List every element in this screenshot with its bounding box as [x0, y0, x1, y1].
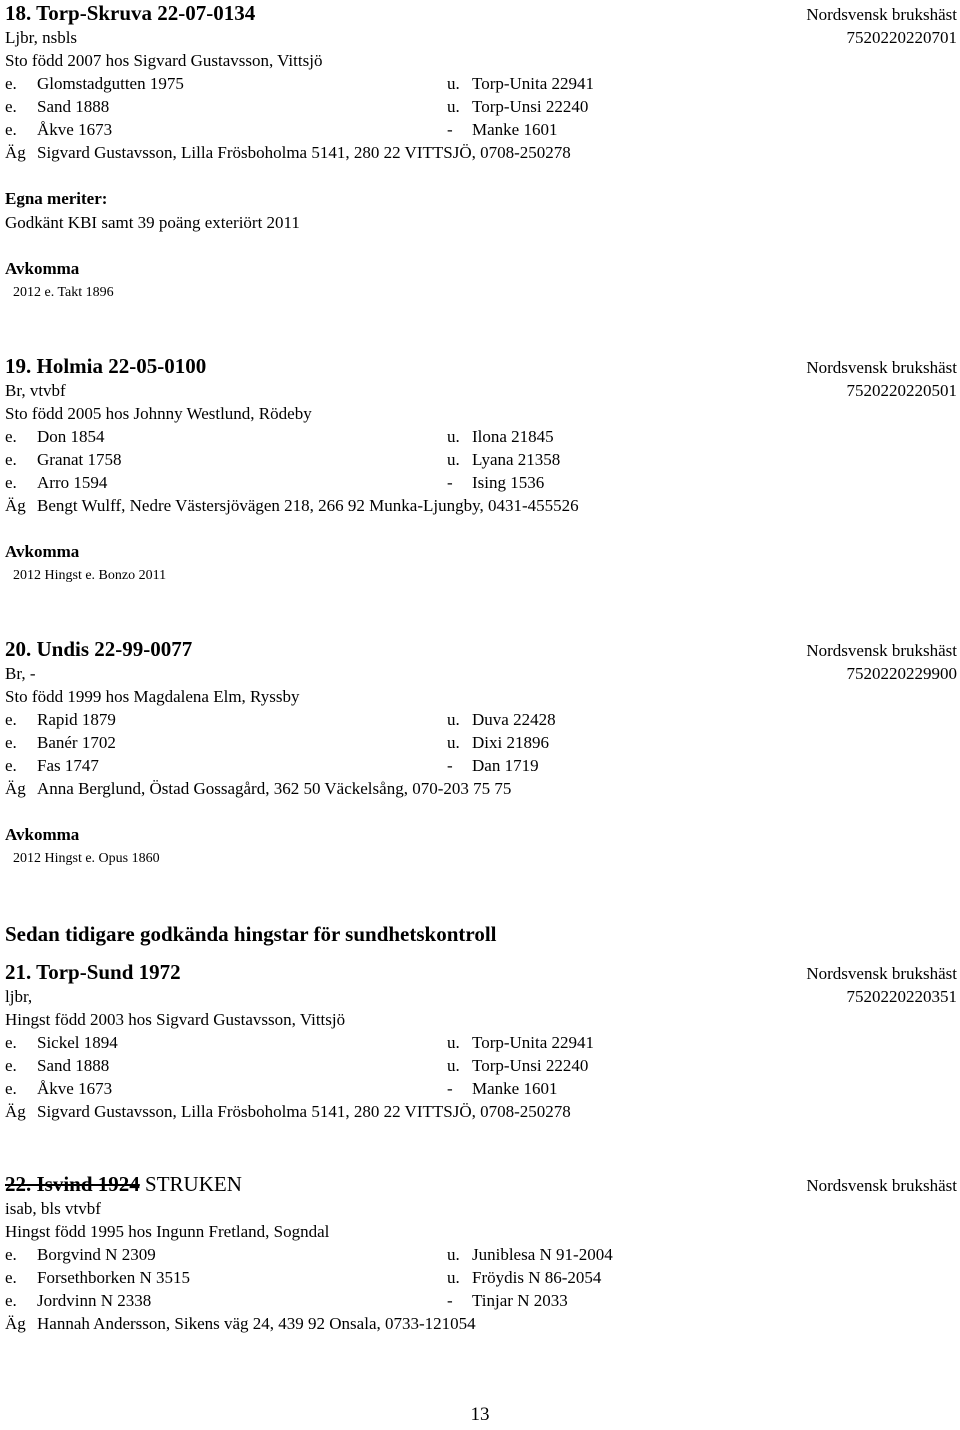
owner-text: Bengt Wulff, Nedre Västersjövägen 218, 266 92 Munka-Ljungby, 0431-455526 — [37, 496, 579, 515]
pedigree-dam: Manke 1601 — [472, 120, 558, 139]
offspring-text: 2012 e. Takt 1896 — [13, 285, 114, 300]
entry-title-struck: 22. Isvind 1924 — [5, 1172, 140, 1196]
entry-born: Sto född 1999 hos Magdalena Elm, Ryssby — [5, 687, 300, 706]
horse-entry-19 — [5, 353, 957, 636]
pedigree-row — [5, 425, 957, 448]
pedigree-prefix: e. — [5, 74, 17, 93]
horse-entry-18 — [5, 0, 957, 353]
merits-text: Godkänt KBI samt 39 poäng exteriört 2011 — [5, 213, 300, 232]
pedigree-prefix: e. — [5, 1033, 17, 1052]
pedigree-mid-prefix: u. — [447, 710, 460, 729]
entry-regno: 7520220229900 — [846, 664, 957, 683]
owner-row — [5, 1100, 957, 1123]
owner-row — [5, 777, 957, 800]
pedigree-row — [5, 1266, 957, 1289]
entry-born: Sto född 2005 hos Johnny Westlund, Rödeby — [5, 404, 312, 423]
pedigree-sire: Don 1854 — [37, 427, 105, 446]
entry-born: Hingst född 2003 hos Sigvard Gustavsson, Vittsjö — [5, 1010, 346, 1029]
entry-title: 21. Torp-Sund 1972 — [5, 960, 181, 984]
catalogue-page — [5, 0, 957, 1335]
pedigree-prefix: e. — [5, 1245, 17, 1264]
pedigree-row — [5, 708, 957, 731]
pedigree-sire: Arro 1594 — [37, 473, 108, 492]
pedigree-sire: Åkve 1673 — [37, 120, 113, 139]
entry-breed: Nordsvensk brukshäst — [806, 1176, 957, 1195]
pedigree-prefix: e. — [5, 1079, 17, 1098]
entry-status: STRUKEN — [139, 1172, 242, 1196]
entry-color: Br, vtvbf — [5, 381, 66, 400]
entry-color: isab, bls vtvbf — [5, 1199, 101, 1218]
entry-breed: Nordsvensk brukshäst — [806, 641, 957, 660]
pedigree-dam: Torp-Unita 22941 — [472, 74, 595, 93]
entry-title: 18. Torp-Skruva 22-07-0134 — [5, 1, 256, 25]
offspring-label: Avkomma — [5, 259, 80, 278]
pedigree-dam: Torp-Unita 22941 — [472, 1033, 595, 1052]
owner-row — [5, 141, 957, 164]
pedigree-row — [5, 118, 957, 141]
pedigree-dam: Tinjar N 2033 — [472, 1291, 568, 1310]
pedigree-sire: Forsethborken N 3515 — [37, 1268, 190, 1287]
pedigree-prefix: e. — [5, 97, 17, 116]
pedigree-row — [5, 448, 957, 471]
pedigree-mid-prefix: u. — [447, 1033, 460, 1052]
pedigree-mid-prefix: u. — [447, 427, 460, 446]
pedigree-row — [5, 1077, 957, 1100]
pedigree-dam: Fröydis N 86-2054 — [472, 1268, 602, 1287]
pedigree-mid-prefix: u. — [447, 74, 460, 93]
owner-prefix: Äg — [5, 496, 26, 515]
pedigree-dam: Dixi 21896 — [472, 733, 549, 752]
pedigree-prefix: e. — [5, 120, 17, 139]
pedigree-dam: Torp-Unsi 22240 — [472, 97, 589, 116]
page-number: 13 — [470, 1404, 490, 1425]
pedigree-mid-prefix: u. — [447, 450, 460, 469]
pedigree-mid-prefix: u. — [447, 1056, 460, 1075]
entry-color-row — [5, 985, 957, 1008]
pedigree-mid-prefix: - — [447, 1079, 453, 1098]
pedigree-sire: Borgvind N 2309 — [37, 1245, 156, 1264]
pedigree-prefix: e. — [5, 710, 17, 729]
entry-regno: 7520220220501 — [846, 381, 957, 400]
owner-row — [5, 494, 957, 517]
entry-color-row — [5, 662, 957, 685]
entry-color: Br, - — [5, 664, 36, 683]
pedigree-dam: Torp-Unsi 22240 — [472, 1056, 589, 1075]
pedigree-sire: Rapid 1879 — [37, 710, 116, 729]
pedigree-dam: Manke 1601 — [472, 1079, 558, 1098]
entry-title-row — [5, 0, 957, 26]
horse-entry-21 — [5, 959, 957, 1171]
entry-born: Hingst född 1995 hos Ingunn Fretland, Sogndal — [5, 1222, 330, 1241]
pedigree-dam: Juniblesa N 91-2004 — [472, 1245, 613, 1264]
entry-title-row — [5, 959, 957, 985]
entry-title-row — [5, 1171, 957, 1197]
pedigree-row — [5, 72, 957, 95]
entry-title-row — [5, 636, 957, 662]
pedigree-prefix: e. — [5, 733, 17, 752]
pedigree-prefix: e. — [5, 1268, 17, 1287]
entry-regno: 7520220220351 — [846, 987, 957, 1006]
pedigree-prefix: e. — [5, 1291, 17, 1310]
pedigree-row — [5, 731, 957, 754]
pedigree-sire: Jordvinn N 2338 — [37, 1291, 152, 1310]
entry-color-row — [5, 26, 957, 49]
owner-prefix: Äg — [5, 779, 26, 798]
entry-title — [5, 1171, 242, 1197]
pedigree-sire: Sand 1888 — [37, 97, 110, 116]
pedigree-row — [5, 1031, 957, 1054]
pedigree-row — [5, 1054, 957, 1077]
entry-breed: Nordsvensk brukshäst — [806, 358, 957, 377]
offspring-label: Avkomma — [5, 825, 80, 844]
pedigree-row — [5, 471, 957, 494]
pedigree-prefix: e. — [5, 427, 17, 446]
entry-title: 19. Holmia 22-05-0100 — [5, 354, 207, 378]
owner-text: Hannah Andersson, Sikens väg 24, 439 92 Onsala, 0733-121054 — [37, 1314, 476, 1333]
owner-text: Sigvard Gustavsson, Lilla Frösboholma 5141, 280 22 VITTSJÖ, 0708-250278 — [37, 1102, 571, 1121]
pedigree-sire: Banér 1702 — [37, 733, 116, 752]
pedigree-row — [5, 95, 957, 118]
pedigree-mid-prefix: - — [447, 1291, 453, 1310]
section-heading: Sedan tidigare godkända hingstar för sundhetskontroll — [5, 922, 497, 946]
pedigree-prefix: e. — [5, 450, 17, 469]
entry-breed: Nordsvensk brukshäst — [806, 964, 957, 983]
merits-label: Egna meriter: — [5, 189, 108, 208]
pedigree-dam: Ilona 21845 — [472, 427, 554, 446]
horse-entry-22 — [5, 1171, 957, 1335]
owner-prefix: Äg — [5, 1102, 26, 1121]
entry-breed: Nordsvensk brukshäst — [806, 5, 957, 24]
pedigree-mid-prefix: u. — [447, 1245, 460, 1264]
pedigree-sire: Granat 1758 — [37, 450, 122, 469]
owner-text: Sigvard Gustavsson, Lilla Frösboholma 5141, 280 22 VITTSJÖ, 0708-250278 — [37, 143, 571, 162]
entry-regno: 7520220220701 — [846, 28, 957, 47]
entry-title-row — [5, 353, 957, 379]
pedigree-prefix: e. — [5, 473, 17, 492]
pedigree-sire: Åkve 1673 — [37, 1079, 113, 1098]
pedigree-dam: Lyana 21358 — [472, 450, 561, 469]
owner-prefix: Äg — [5, 1314, 26, 1333]
pedigree-prefix: e. — [5, 1056, 17, 1075]
pedigree-mid-prefix: - — [447, 120, 453, 139]
pedigree-dam: Duva 22428 — [472, 710, 556, 729]
pedigree-dam: Dan 1719 — [472, 756, 539, 775]
pedigree-mid-prefix: u. — [447, 1268, 460, 1287]
pedigree-dam: Ising 1536 — [472, 473, 545, 492]
entry-color: Ljbr, nsbls — [5, 28, 78, 47]
pedigree-sire: Glomstadgutten 1975 — [37, 74, 184, 93]
pedigree-sire: Sand 1888 — [37, 1056, 110, 1075]
pedigree-sire: Sickel 1894 — [37, 1033, 118, 1052]
owner-text: Anna Berglund, Östad Gossagård, 362 50 Väckelsång, 070-203 75 75 — [37, 779, 512, 798]
entry-color: ljbr, — [5, 987, 33, 1006]
pedigree-row — [5, 1243, 957, 1266]
entry-born: Sto född 2007 hos Sigvard Gustavsson, Vittsjö — [5, 51, 323, 70]
pedigree-row — [5, 754, 957, 777]
pedigree-mid-prefix: - — [447, 473, 453, 492]
offspring-text: 2012 Hingst e. Bonzo 2011 — [13, 568, 167, 583]
horse-entry-20 — [5, 636, 957, 919]
pedigree-prefix: e. — [5, 756, 17, 775]
pedigree-mid-prefix: u. — [447, 97, 460, 116]
pedigree-row — [5, 1289, 957, 1312]
offspring-label: Avkomma — [5, 542, 80, 561]
owner-prefix: Äg — [5, 143, 26, 162]
owner-row — [5, 1312, 957, 1335]
entry-color-row — [5, 379, 957, 402]
pedigree-sire: Fas 1747 — [37, 756, 99, 775]
offspring-text: 2012 Hingst e. Opus 1860 — [13, 851, 160, 866]
pedigree-mid-prefix: - — [447, 756, 453, 775]
pedigree-mid-prefix: u. — [447, 733, 460, 752]
entry-title: 20. Undis 22-99-0077 — [5, 637, 193, 661]
